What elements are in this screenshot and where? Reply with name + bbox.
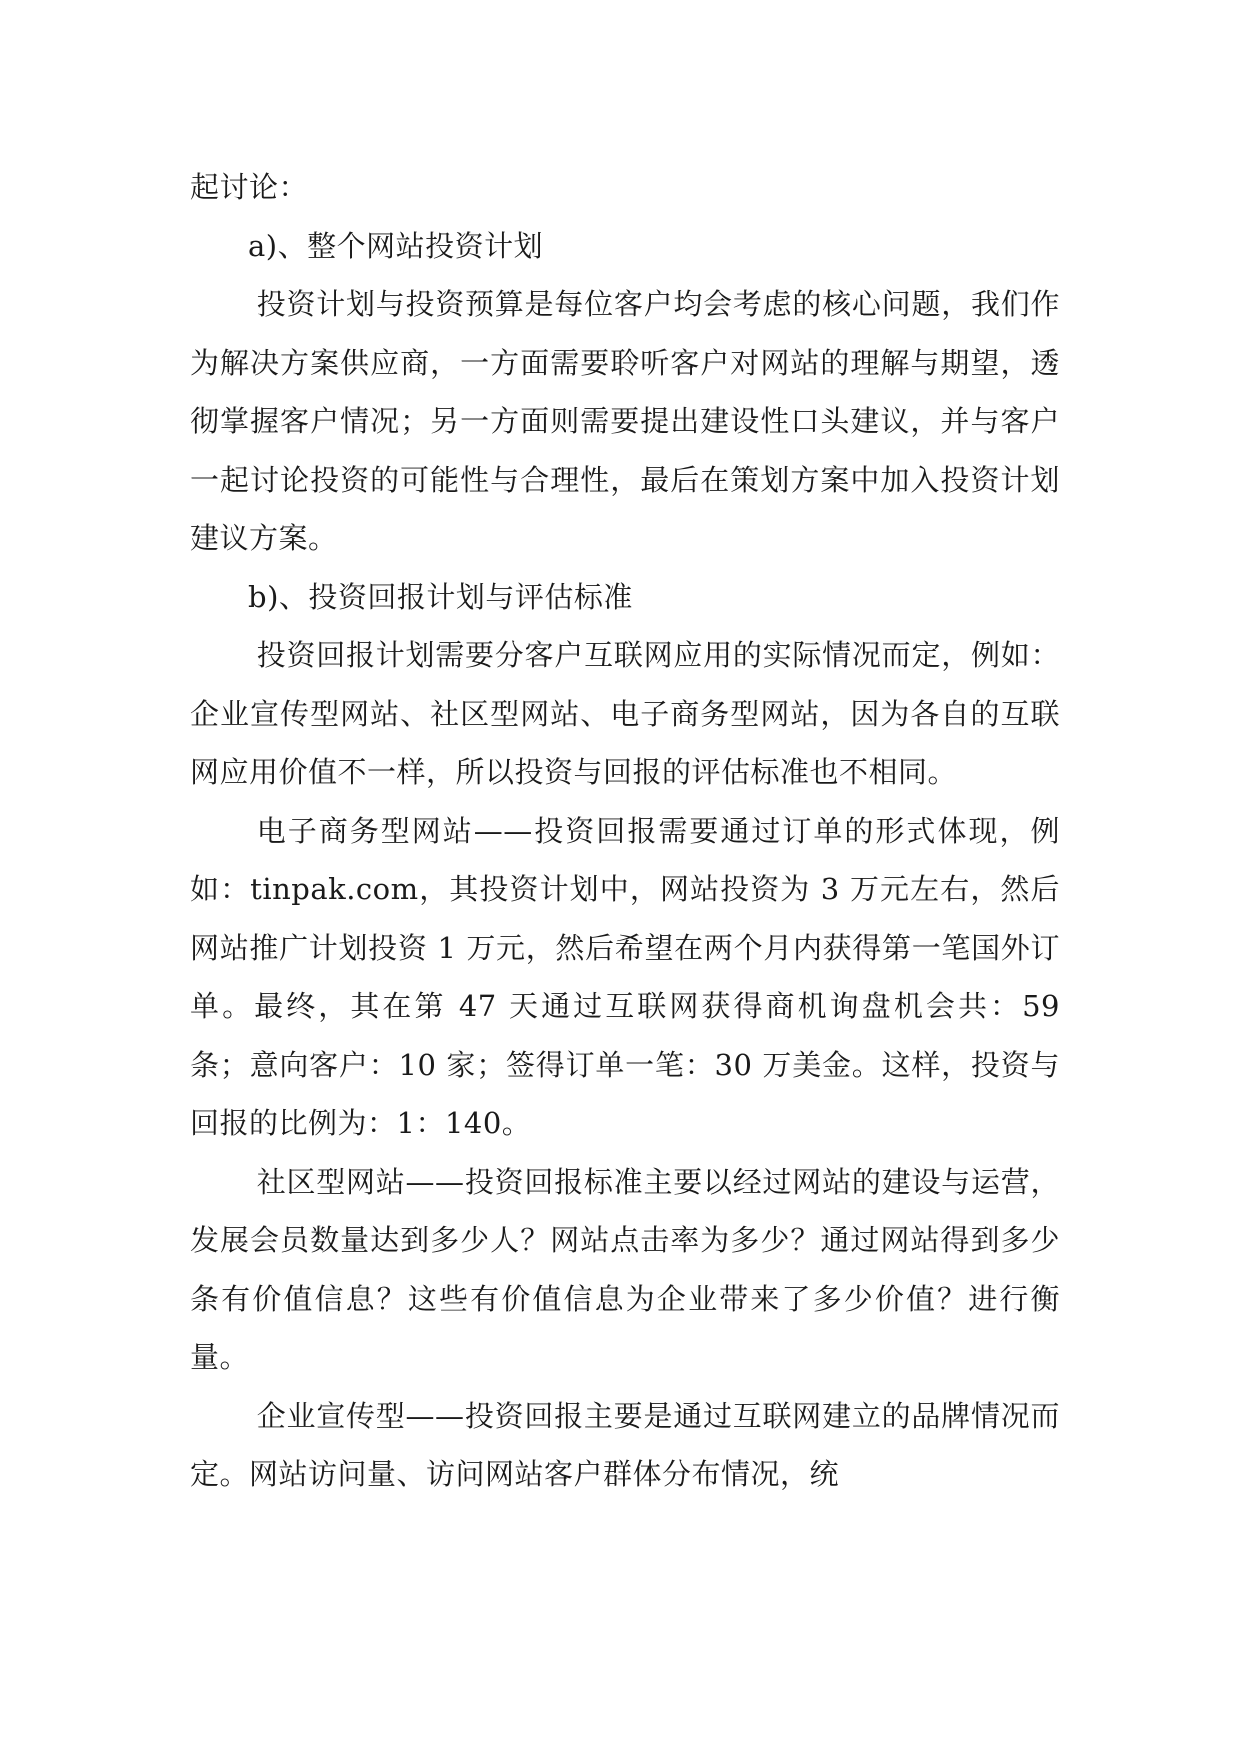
paragraph-corporate: 企业宣传型——投资回报主要是通过互联网建立的品牌情况而定。网站访问量、访问网站客户群体分布情况，统 <box>190 1398 1060 1491</box>
paragraph-continuation: 起讨论： <box>190 170 309 204</box>
heading-return-plan: b)、投资回报计划与评估标准 <box>248 579 633 614</box>
paragraph-community: 社区型网站——投资回报标准主要以经过网站的建设与运营，发展会员数量达到多少人？网站点击率为多少？通过网站得到多少条有价值信息？这些有价值信息为企业带来了多少价值？进行衡量。 <box>190 1164 1060 1374</box>
paragraph-ecommerce: 电子商务型网站——投资回报需要通过订单的形式体现，例如：tinpak.com，其投资计划中，网站投资为 3 万元左右，然后网站推广计划投资 1 万元，然后希望在两个月内获得第一笔国外订单。最终，其在第 47 天通过互联网获得商机询盘机会共：59 条；意向客户：10 家；签得订单一笔：30 万美金。这样，投资与回报的比例为：1：140。 <box>190 813 1060 1140</box>
paragraph-return-plan: 投资回报计划需要分客户互联网应用的实际情况而定，例如：企业宣传型网站、社区型网站、电子商务型网站，因为各自的互联网应用价值不一样，所以投资与回报的评估标准也不相同。 <box>190 638 1060 789</box>
heading-investment-plan: a)、整个网站投资计划 <box>248 228 544 263</box>
paragraph-investment-plan: 投资计划与投资预算是每位客户均会考虑的核心问题，我们作为解决方案供应商，一方面需要聆听客户对网站的理解与期望，透彻掌握客户情况；另一方面则需要提出建设性口头建议，并与客户一起讨论投资的可能性与合理性，最后在策划方案中加入投资计划建议方案。 <box>190 287 1060 555</box>
document-body <box>190 158 1060 1504</box>
